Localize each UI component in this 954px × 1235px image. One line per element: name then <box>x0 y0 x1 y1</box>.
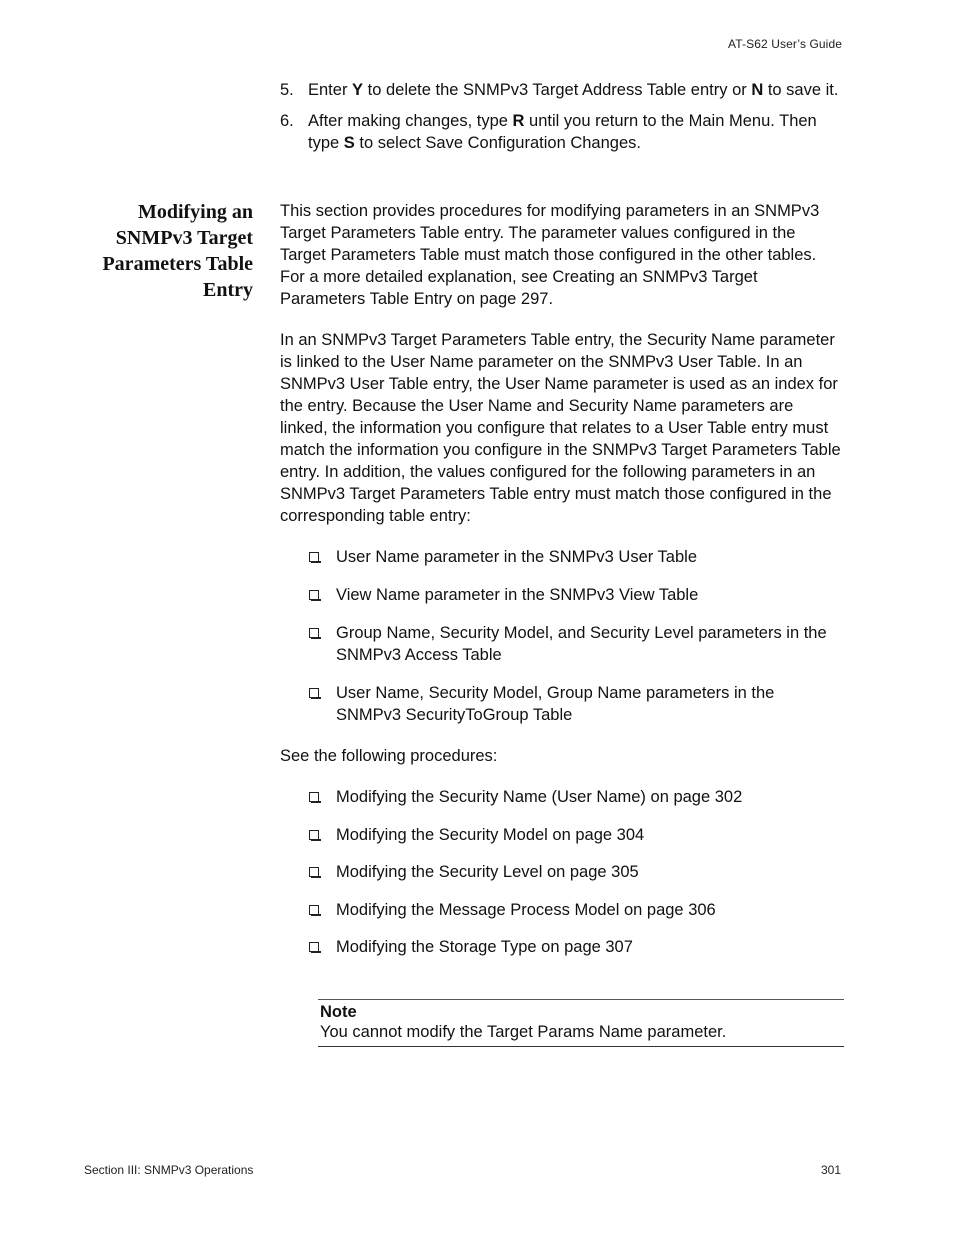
step-number: 6. <box>280 112 294 130</box>
key-letter: Y <box>352 81 364 99</box>
section-heading: Modifying an SNMPv3 Target Parameters Table Entry <box>102 201 253 301</box>
checkbox-bullet-icon <box>308 824 336 846</box>
procedures-list <box>280 786 842 958</box>
step-number: 5. <box>280 81 294 99</box>
steps-list <box>280 79 842 163</box>
list-item: Group Name, Security Model, and Security Level parameters in the SNMPv3 Access Table <box>280 622 842 666</box>
intro-paragraph: This section provides procedures for modifying parameters in an SNMPv3 Target Parameters Table entry. The parameter values configured in the Target Parameters Table must match those configured in the other tables. For a more detailed explanation, see Creating an SNMPv3 Target Parameters Table Entry on page 297. <box>280 202 820 308</box>
list-item: Modifying the Security Name (User Name) on page 302 <box>280 786 842 808</box>
match-list <box>280 546 842 726</box>
procedures-intro: See the following procedures: <box>280 747 498 765</box>
checkbox-bullet-icon <box>308 786 336 808</box>
running-header: AT-S62 User’s Guide <box>728 37 842 51</box>
key-letter: S <box>343 134 355 152</box>
checkbox-bullet-icon <box>308 899 336 921</box>
note-label: Note <box>320 1003 357 1021</box>
note-text: You cannot modify the Target Params Name parameter. <box>320 1023 727 1041</box>
page-number: 301 <box>820 1163 841 1177</box>
list-item: Modifying the Security Level on page 305 <box>280 861 842 883</box>
step-text: Enter Y to delete the SNMPv3 Target Address Table entry or N to save it. <box>308 81 839 99</box>
list-item: Modifying the Storage Type on page 307 <box>280 936 842 958</box>
checkbox-bullet-icon <box>308 584 336 606</box>
step-item <box>280 79 842 101</box>
checkbox-bullet-icon <box>308 682 336 726</box>
footer-section: Section III: SNMPv3 Operations <box>84 1163 254 1177</box>
list-item: User Name parameter in the SNMPv3 User Table <box>280 546 842 568</box>
section-content <box>280 200 842 977</box>
linkage-paragraph: In an SNMPv3 Target Parameters Table entry, the Security Name parameter is linked to the User Name parameter on the SNMPv3 User Table. In an SNMPv3 User Table entry, the User Name parameter is used as an index for the entry. Because the User Name and Security Name parameters are linked, the information you configure that relates to a User Table entry must match the information you configure in the SNMPv3 Target Parameters Table entry. In addition, the values configured for the following parameters in an SNMPv3 Target Parameters Table entry must match those configured in the corresponding table entry: <box>280 331 841 525</box>
list-item: User Name, Security Model, Group Name parameters in the SNMPv3 SecurityToGroup Table <box>280 682 842 726</box>
list-item: View Name parameter in the SNMPv3 View Table <box>280 584 842 606</box>
checkbox-bullet-icon <box>308 861 336 883</box>
step-text: After making changes, type R until you return to the Main Menu. Then type S to select Save Configuration Changes. <box>308 112 817 152</box>
key-letter: N <box>751 81 764 99</box>
list-item: Modifying the Message Process Model on page 306 <box>280 899 842 921</box>
checkbox-bullet-icon <box>308 546 336 568</box>
checkbox-bullet-icon <box>308 622 336 666</box>
checkbox-bullet-icon <box>308 936 336 958</box>
key-letter: R <box>512 112 525 130</box>
list-item: Modifying the Security Model on page 304 <box>280 824 842 846</box>
note-box <box>318 999 844 1047</box>
step-item <box>280 110 842 154</box>
